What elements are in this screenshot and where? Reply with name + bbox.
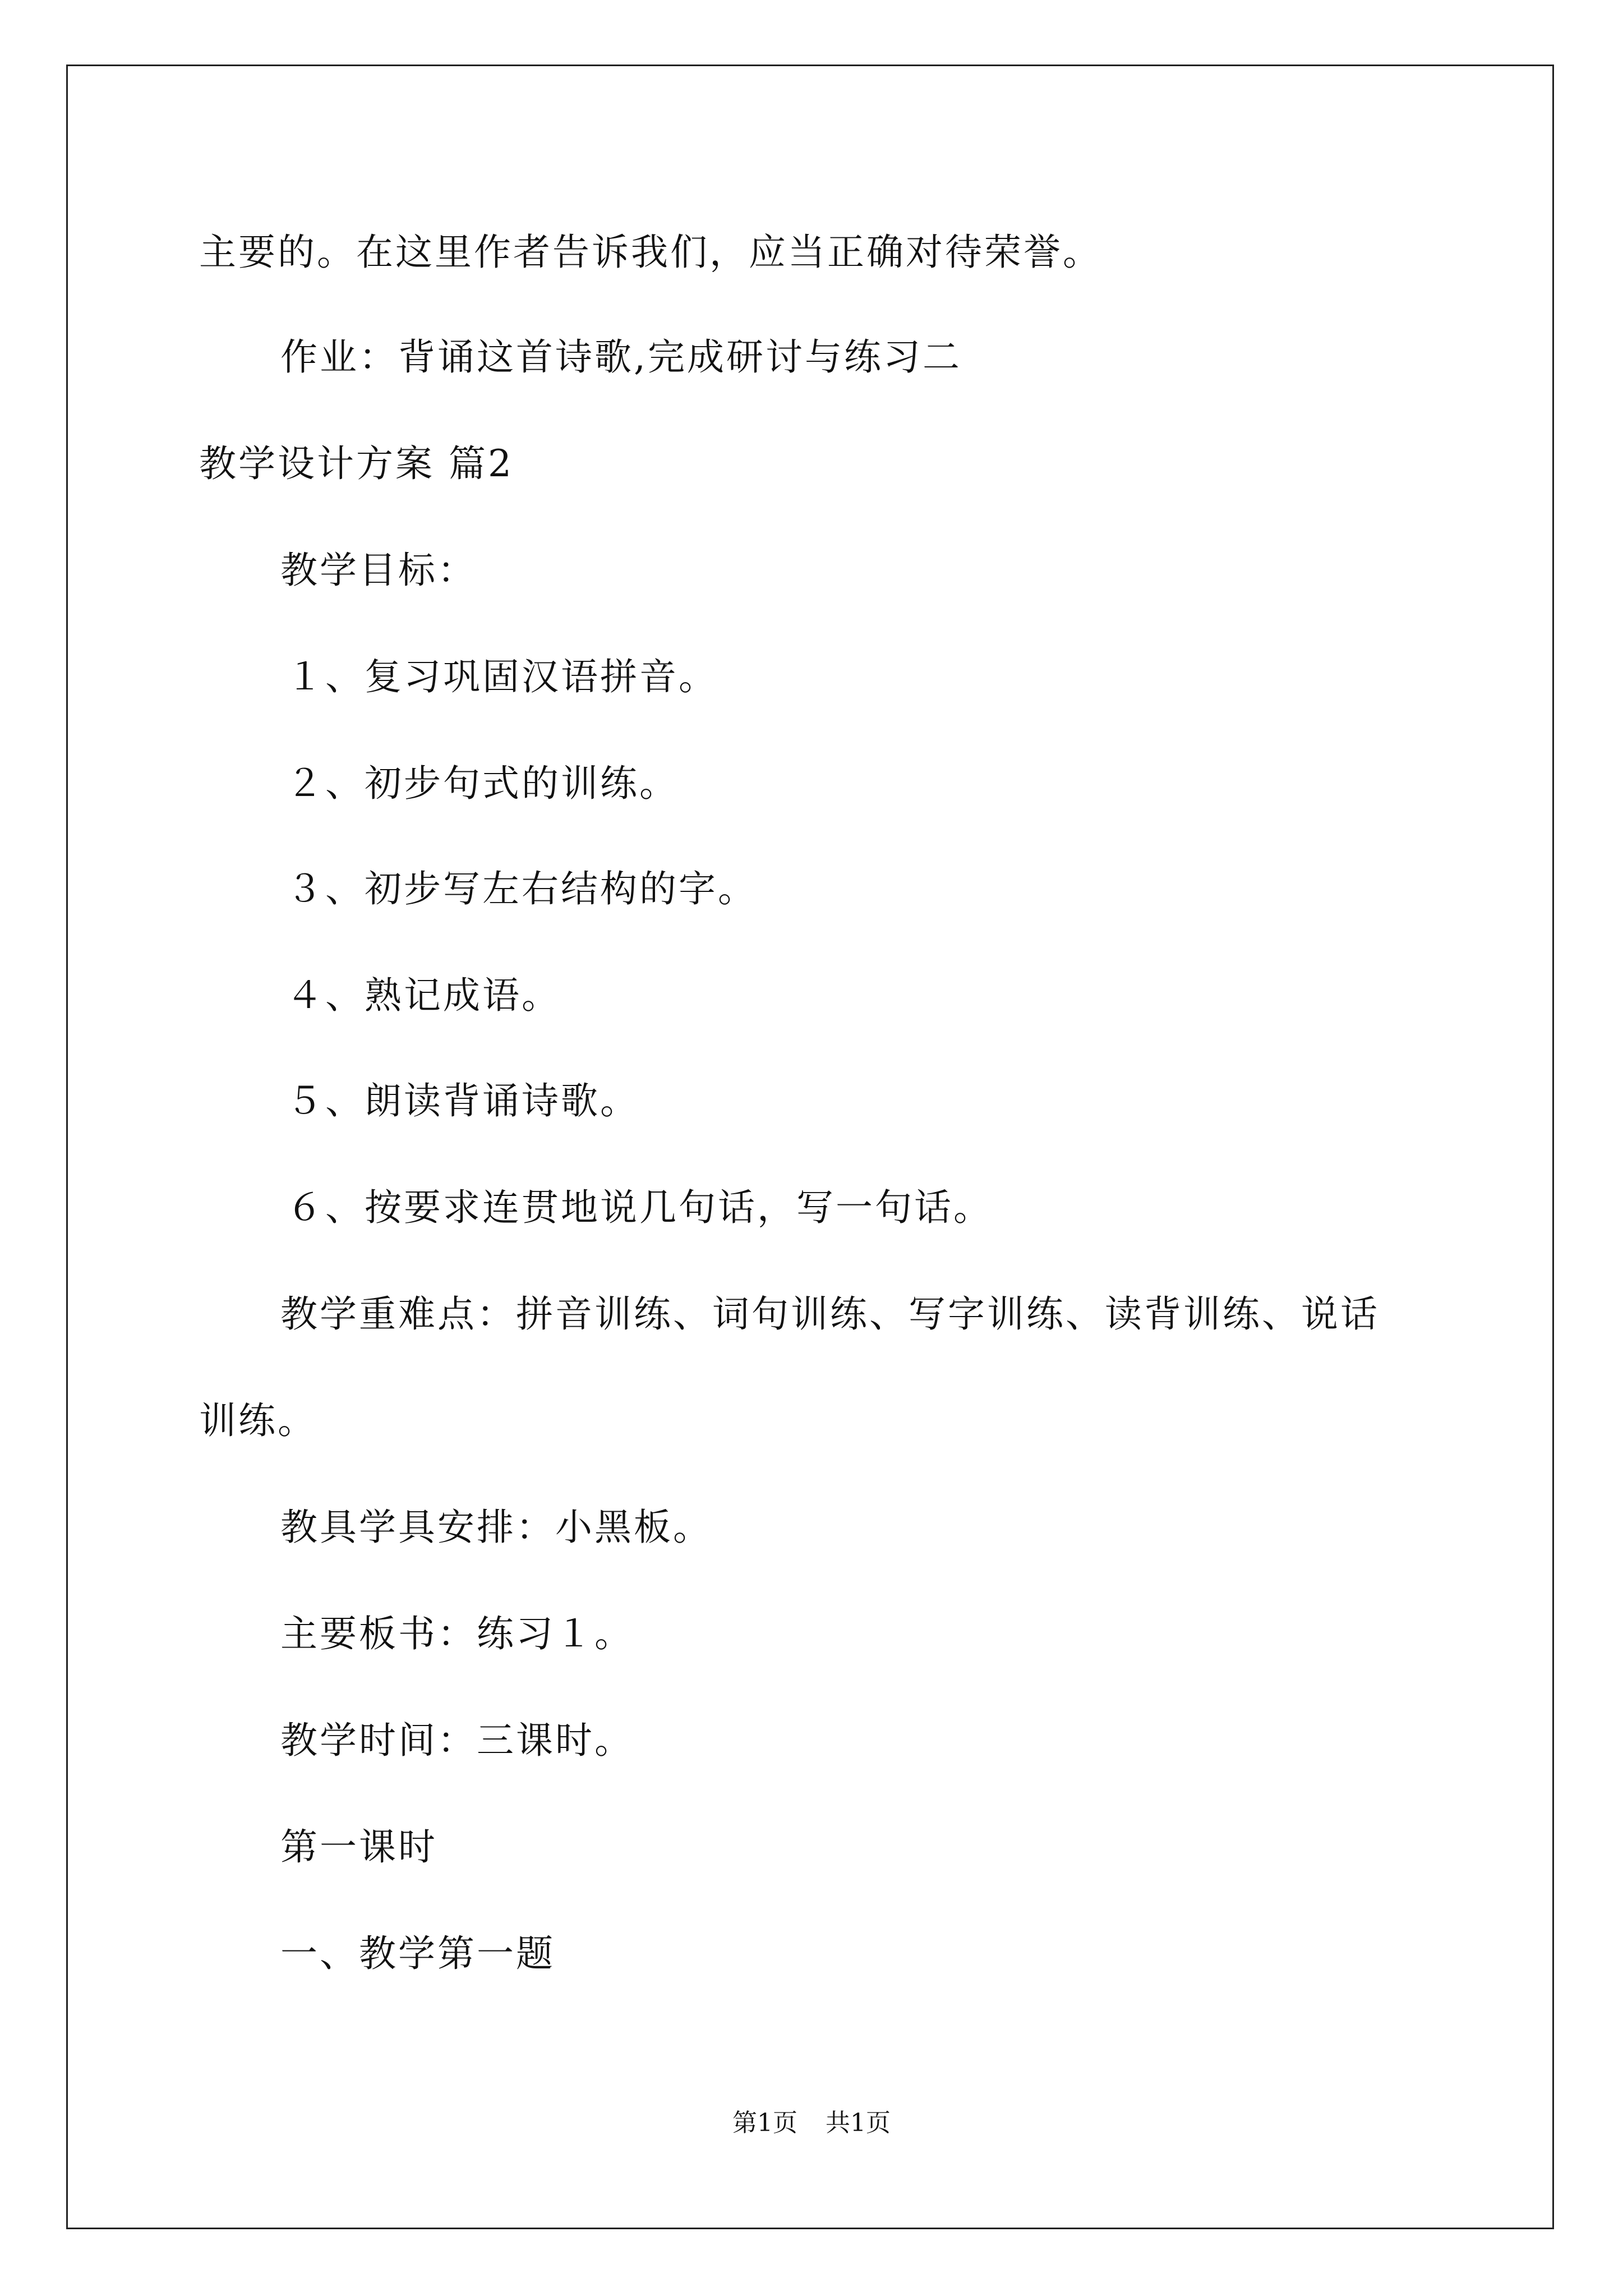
- text-line-2: 作业：背诵这首诗歌,完成研讨与练习二: [280, 335, 962, 379]
- section-heading: 教学设计方案 篇2: [199, 442, 514, 485]
- text-line-11: 教学重难点：拼音训练、词句训练、写字训练、读背训练、说话: [280, 1292, 1380, 1336]
- list-item-6: ６、按要求连贯地说几句话，写一句话。: [286, 1186, 993, 1229]
- page-number-total: 共1页: [826, 2109, 891, 2137]
- list-item-3: ３、初步写左右结构的字。: [286, 867, 757, 910]
- text-line-17: 一、教学第一题: [280, 1932, 555, 1975]
- text-line-4: 教学目标：: [280, 549, 477, 592]
- text-line-14: 主要板书：练习１。: [280, 1612, 634, 1655]
- text-line-1: 主要的。在这里作者告诉我们，应当正确对待荣誉。: [199, 231, 1102, 274]
- list-item-4: ４、熟记成语。: [286, 974, 561, 1017]
- list-item-2: ２、初步句式的训练。: [286, 762, 679, 805]
- text-line-15: 教学时间：三课时。: [280, 1719, 634, 1762]
- page-footer: [0, 2106, 1623, 2140]
- text-line-16: 第一课时: [280, 1825, 437, 1869]
- text-line-12: 训练。: [199, 1399, 317, 1442]
- page-number-current: 第1页: [732, 2109, 797, 2137]
- text-line-13: 教具学具安排：小黑板。: [280, 1506, 712, 1549]
- page-border: [66, 65, 1554, 2229]
- list-item-5: ５、朗读背诵诗歌。: [286, 1079, 639, 1122]
- list-item-1: １、复习巩固汉语拼音。: [286, 655, 718, 698]
